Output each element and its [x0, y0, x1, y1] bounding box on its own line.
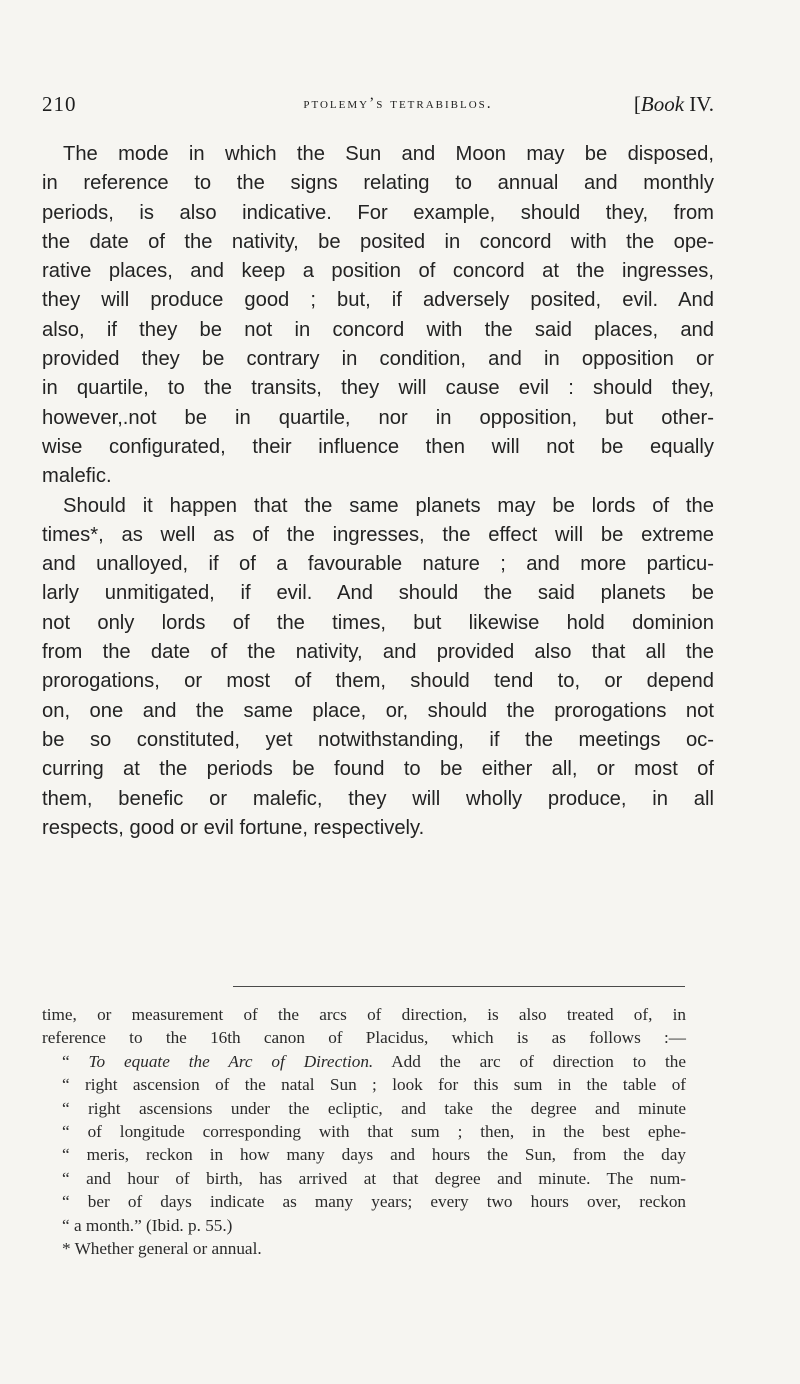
running-title: ptolemy’s tetrabiblos. [303, 95, 493, 112]
page-number: 210 [42, 92, 77, 116]
body-line: larly unmitigated, if evil. And should the said planets be [42, 582, 714, 605]
footnote-line [42, 1120, 686, 1143]
body-line: them, benefic or malefic, they will wholly produce, in all [42, 787, 714, 810]
open-quote: “ [62, 1051, 70, 1071]
body-line: rative places, and keep a position of concord at the ingresses, [42, 260, 714, 283]
quote-mark: “ [62, 1122, 70, 1142]
book-word: Book [640, 92, 685, 116]
footnote-line [42, 1190, 686, 1213]
page-header [42, 92, 714, 122]
footnote-text: and hour of birth, has arrived at that degree and minute. The num- [86, 1168, 686, 1188]
footnote-text: right ascension of the natal Sun ; look for this sum in the table of [85, 1075, 687, 1095]
canon-title: To equate the Arc of Direction. [88, 1051, 374, 1071]
quote-mark: “ [62, 1098, 70, 1118]
footnote-line [42, 1073, 686, 1096]
footnote-text: of longitude corresponding with that sum ; then, in the best ephe- [87, 1122, 687, 1142]
footnote-text: a month.” (Ibid. p. 55.) [73, 1215, 233, 1235]
footnote-line: time, or measurement of the arcs of direction, is also treated of, in [42, 1005, 686, 1024]
body-line: prorogations, or most of them, should tend to, or depend [42, 670, 714, 693]
quote-mark: “ [62, 1168, 70, 1188]
footnote-text: Add the arc of direction to the [391, 1051, 686, 1071]
asterisk-note: * Whether general or annual. [62, 1239, 262, 1259]
footnote-line [42, 1214, 686, 1237]
footnote-line [42, 1097, 686, 1120]
body-line: they will produce good ; but, if adversely posited, evil. And [42, 289, 714, 312]
body-line: The mode in which the Sun and Moon may be disposed, [63, 143, 714, 165]
footnote [42, 1003, 686, 1260]
book-bracket: [ [633, 92, 641, 116]
quote-mark: “ [62, 1192, 70, 1212]
body-line: and unalloyed, if of a favourable nature ; and more particu- [42, 553, 714, 576]
quote-mark: “ [62, 1145, 70, 1165]
body-line: from the date of the nativity, and provided also that all the [42, 641, 714, 664]
footnote-divider [233, 986, 685, 987]
body-line: however,.not be in quartile, nor in opposition, but other- [42, 406, 714, 429]
footnote-line [42, 1167, 686, 1190]
body-line: times*, as well as of the ingresses, the effect will be extreme [42, 523, 714, 546]
body-line: respects, good or evil fortune, respectively. [42, 816, 425, 839]
quote-mark: “ [62, 1215, 70, 1235]
body-line: Should it happen that the same planets may be lords of the [63, 494, 714, 517]
body-line: curring at the periods be found to be either all, or most of [42, 758, 714, 781]
footnote-text: meris, reckon in how many days and hours the Sun, from the day [86, 1145, 686, 1165]
body-line: the date of the nativity, be posited in concord with the ope- [42, 230, 714, 253]
body-line: in reference to the signs relating to annual and monthly [42, 172, 714, 195]
book-reference [634, 92, 714, 117]
body-line: malefic. [42, 465, 112, 488]
body-line: on, one and the same place, or, should the prorogations not [42, 699, 714, 722]
body-line: be so constituted, yet notwithstanding, if the meetings oc- [42, 728, 714, 751]
body-text [42, 140, 714, 843]
footnote-text: right ascensions under the ecliptic, and take the degree and minute [88, 1098, 686, 1118]
body-line: wise configurated, their influence then will not be equally [42, 435, 714, 458]
footnote-text: ber of days indicate as many years; every two hours over, reckon [87, 1192, 687, 1212]
book-number: IV. [689, 92, 714, 116]
body-line: also, if they be not in concord with the said places, and [42, 318, 714, 341]
body-line: periods, is also indicative. For example, should they, from [42, 201, 714, 224]
footnote-line: reference to the 16th canon of Placidus, which is as follows :— [42, 1028, 686, 1048]
quote-mark: “ [62, 1075, 70, 1095]
footnote-line [42, 1050, 686, 1073]
footnote-line [42, 1143, 686, 1166]
body-line: provided they be contrary in condition, and in opposition or [42, 348, 714, 371]
body-line: not only lords of the times, but likewise hold dominion [42, 611, 714, 634]
body-line: in quartile, to the transits, they will cause evil : should they, [42, 377, 714, 400]
